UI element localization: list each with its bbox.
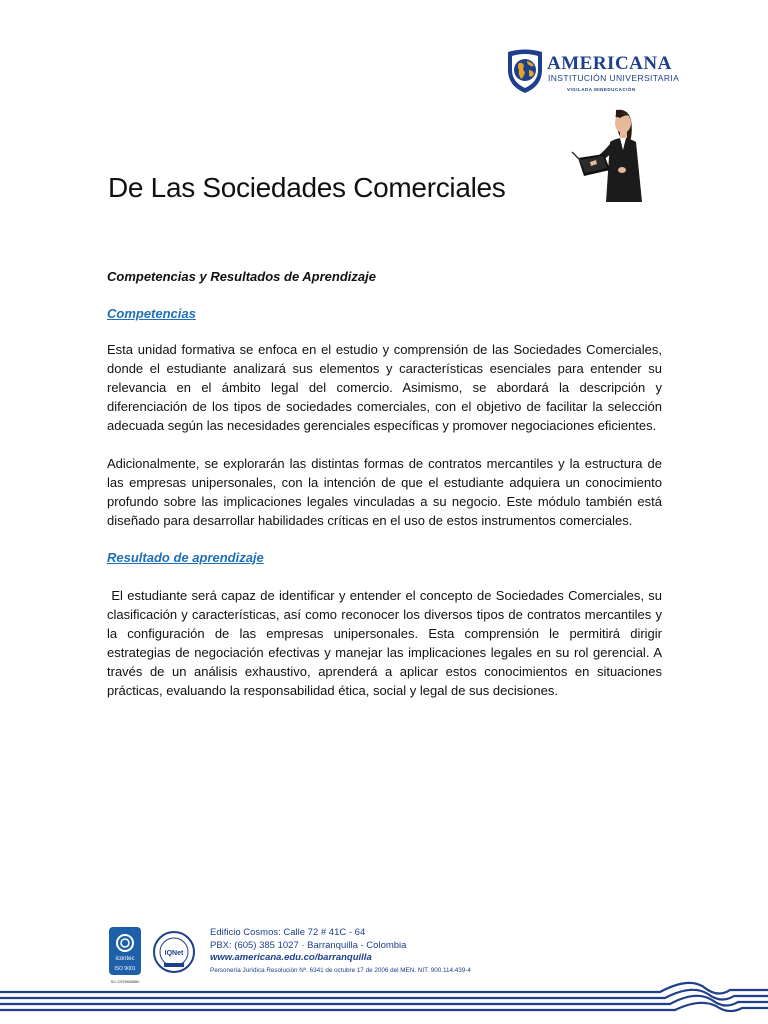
footer-website-link[interactable]: www.americana.edu.co/barranquilla xyxy=(210,952,372,963)
footer-contact xyxy=(210,927,471,976)
iqnet-label: IQNet xyxy=(164,950,184,957)
competencias-paragraph-2: Adicionalmente, se explorarán las distintas formas de contratos mercantiles y la estructura de las empresas unipersonales, con la intención de que el estudiante adquiera un conocimiento profundo sobre las implicaciones legales vinculadas a su negocio. Este módulo también está diseñado para desarrollar habilidades críticas en el uso de estos instrumentos comerciales. xyxy=(107,456,662,528)
logo-name: AMERICANA xyxy=(547,53,672,74)
document-body xyxy=(107,267,666,700)
competencias-paragraph-1: Esta unidad formativa se enfoca en el estudio y comprensión de las Sociedades Comerciales, donde el estudiante analizará sus elementos y características esenciales para entender su relevancia en el ámbito legal del comercio. Asimismo, se abordará la descripción y diferenciación de los tipos de sociedades comerciales, con el objetivo de facilitar la selección adecuada según las necesidades gerenciales específicas y promover negociaciones eficientes. xyxy=(107,342,662,433)
iso-label: ISO 9001 xyxy=(114,966,136,972)
shield-globe-icon xyxy=(505,48,545,94)
businesswoman-image xyxy=(570,106,652,204)
resultado-heading: Resultado de aprendizaje xyxy=(107,550,264,565)
logo-subtitle: INSTITUCIÓN UNIVERSITARIA xyxy=(548,73,680,83)
section-label: Competencias y Resultados de Aprendizaje xyxy=(107,269,376,284)
resultado-paragraph: El estudiante será capaz de identificar y entender el concepto de Sociedades Comerciales, su clasificación y características, así como reconocer los diversos tipos de contratos mercantiles y la configuración de las empresas unipersonales. Esta comprensión le permitirá dirigir estrategias de negociación efectivas y manejar las implicaciones legales en su rol gerencial. A través de un análisis exhaustivo, aprenderá a aplicar estos conocimientos en situaciones prácticas, evaluando la responsabilidad ética, social y legal de sus decisiones. xyxy=(107,588,666,698)
americana-logo xyxy=(505,48,680,98)
footer-wave-decoration xyxy=(0,978,768,1024)
icontec-label: icontec xyxy=(115,956,135,962)
cert-code: SC-CER988880 xyxy=(110,979,140,984)
logo-tagline: VIGILADA MINEDUCACIÓN xyxy=(567,87,636,92)
icontec-certification-badge xyxy=(108,926,142,986)
footer-legal: Personería Jurídica Resolución Nº. 6341 de octubre 17 de 2006 del MEN. NIT. 900.114.439-4 xyxy=(210,966,471,974)
iqnet-certification-badge xyxy=(152,930,196,974)
footer-address: Edificio Cosmos: Calle 72 # 41C - 64 xyxy=(210,927,366,938)
footer-phone: PBX: (605) 385 1027 · Barranquilla - Colombia xyxy=(210,939,407,951)
page-title: De Las Sociedades Comerciales xyxy=(108,172,506,203)
competencias-heading: Competencias xyxy=(107,306,196,321)
